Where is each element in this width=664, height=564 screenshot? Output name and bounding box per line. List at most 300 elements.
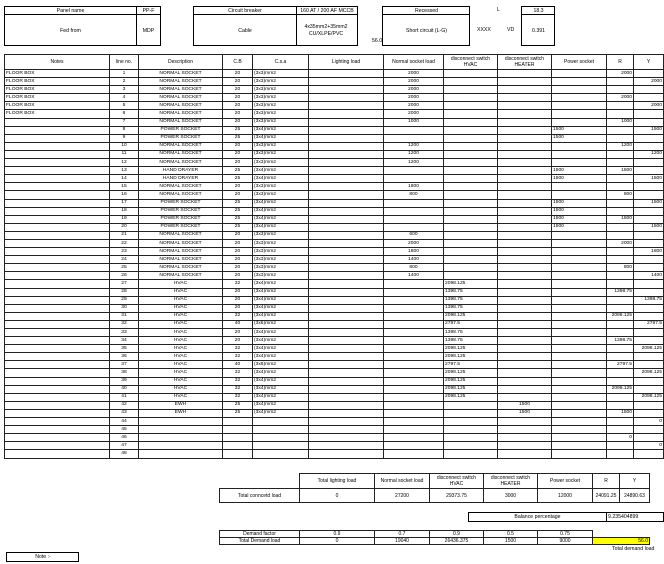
demand-total-value: 56.0 bbox=[593, 538, 650, 545]
table-cell bbox=[498, 118, 552, 126]
table-cell bbox=[634, 377, 664, 385]
table-cell: 20 bbox=[223, 102, 253, 110]
table-cell: 21 bbox=[110, 231, 139, 239]
table-cell bbox=[309, 94, 384, 102]
table-cell: FLOOR BOX bbox=[5, 86, 110, 94]
table-cell: 800 bbox=[384, 191, 444, 199]
table-cell: 25 bbox=[223, 167, 253, 175]
table-cell bbox=[498, 159, 552, 167]
table-cell bbox=[552, 353, 607, 361]
table-row bbox=[5, 280, 664, 288]
table-cell bbox=[498, 199, 552, 207]
table-cell bbox=[309, 377, 384, 385]
table-row bbox=[5, 70, 664, 78]
table-cell bbox=[309, 110, 384, 118]
table-cell bbox=[552, 450, 607, 458]
table-cell bbox=[5, 434, 110, 442]
table-cell bbox=[384, 434, 444, 442]
table-cell bbox=[607, 280, 634, 288]
table-cell: HVAC bbox=[139, 288, 223, 296]
table-cell: NORMAL SOCKET bbox=[139, 191, 223, 199]
table-cell bbox=[552, 361, 607, 369]
table-cell bbox=[384, 377, 444, 385]
table-cell: NORMAL SOCKET bbox=[139, 78, 223, 86]
table-cell bbox=[444, 126, 498, 134]
table-cell bbox=[498, 175, 552, 183]
l-value: 18.3 bbox=[533, 8, 544, 14]
balance-box bbox=[468, 512, 664, 522]
table-row bbox=[5, 223, 664, 231]
table-row bbox=[5, 450, 664, 458]
table-cell: 33 bbox=[110, 329, 139, 337]
table-cell bbox=[552, 426, 607, 434]
table-cell bbox=[444, 450, 498, 458]
table-cell bbox=[5, 175, 110, 183]
table-cell: 1200 bbox=[634, 150, 664, 158]
table-cell: 800 bbox=[384, 264, 444, 272]
table-cell bbox=[634, 231, 664, 239]
table-cell bbox=[253, 442, 309, 450]
table-cell: 1398.75 bbox=[444, 337, 498, 345]
table-cell bbox=[552, 337, 607, 345]
table-cell bbox=[384, 442, 444, 450]
table-cell: 20 bbox=[223, 110, 253, 118]
table-cell bbox=[552, 418, 607, 426]
table-cell: HVAC bbox=[139, 320, 223, 328]
table-cell bbox=[498, 393, 552, 401]
table-cell bbox=[552, 280, 607, 288]
table-cell: 25 bbox=[223, 223, 253, 231]
table-cell bbox=[607, 377, 634, 385]
note-label: Note :- bbox=[35, 554, 51, 560]
table-cell bbox=[444, 142, 498, 150]
table-cell bbox=[309, 393, 384, 401]
vd-label: VD bbox=[507, 27, 515, 33]
table-cell: 25 bbox=[223, 126, 253, 134]
table-cell bbox=[309, 385, 384, 393]
table-cell bbox=[309, 272, 384, 280]
table-cell: 27 bbox=[110, 280, 139, 288]
table-cell bbox=[444, 175, 498, 183]
table-cell: 36 bbox=[110, 353, 139, 361]
table-cell bbox=[607, 248, 634, 256]
table-cell bbox=[5, 215, 110, 223]
table-cell bbox=[5, 223, 110, 231]
table-cell bbox=[139, 426, 223, 434]
table-cell: 0 bbox=[634, 418, 664, 426]
cable-extra: 56.0 bbox=[372, 38, 383, 44]
table-cell bbox=[498, 345, 552, 353]
connected-value: 3000 bbox=[484, 489, 538, 503]
table-cell bbox=[552, 150, 607, 158]
table-cell bbox=[384, 134, 444, 142]
table-cell: 1398.75 bbox=[444, 304, 498, 312]
table-cell bbox=[5, 442, 110, 450]
table-cell bbox=[607, 418, 634, 426]
table-cell: 1500 bbox=[552, 215, 607, 223]
table-cell: (3x4)mm2 bbox=[253, 175, 309, 183]
table-cell bbox=[309, 134, 384, 142]
table-row bbox=[5, 361, 664, 369]
table-cell: HVAC bbox=[139, 280, 223, 288]
table-row bbox=[5, 442, 664, 450]
table-cell bbox=[634, 118, 664, 126]
table-cell bbox=[309, 126, 384, 134]
recessed-box bbox=[382, 6, 470, 46]
table-cell bbox=[634, 280, 664, 288]
table-cell: (3x3)mm2 bbox=[253, 70, 309, 78]
demand-load-value: 26436.375 bbox=[430, 538, 484, 545]
table-cell bbox=[634, 401, 664, 409]
table-cell bbox=[309, 223, 384, 231]
table-row bbox=[5, 239, 664, 247]
col-header: Description bbox=[139, 55, 223, 70]
table-cell bbox=[223, 450, 253, 458]
table-cell: 1200 bbox=[384, 142, 444, 150]
table-cell bbox=[634, 312, 664, 320]
demand-factor-value: 0.7 bbox=[375, 531, 430, 538]
table-cell bbox=[607, 426, 634, 434]
table-cell: 2098.125 bbox=[444, 385, 498, 393]
table-cell bbox=[309, 183, 384, 191]
table-cell: (3x3)mm2 bbox=[253, 256, 309, 264]
table-cell bbox=[552, 110, 607, 118]
table-cell: (3x3)mm2 bbox=[253, 118, 309, 126]
table-cell bbox=[384, 409, 444, 417]
table-cell: 32 bbox=[223, 345, 253, 353]
table-cell bbox=[139, 434, 223, 442]
table-cell: 2000 bbox=[384, 70, 444, 78]
table-cell bbox=[444, 191, 498, 199]
table-cell bbox=[634, 159, 664, 167]
table-cell bbox=[384, 288, 444, 296]
demand-load-value: 1500 bbox=[484, 538, 538, 545]
table-cell bbox=[139, 450, 223, 458]
table-cell bbox=[498, 361, 552, 369]
table-cell: 18 bbox=[110, 207, 139, 215]
table-cell bbox=[309, 369, 384, 377]
table-cell: HAND DRAYER bbox=[139, 167, 223, 175]
demand-factor-value: 0.9 bbox=[430, 531, 484, 538]
demand-total-label: Total demand load bbox=[612, 546, 655, 552]
table-cell: 2098.125 bbox=[444, 377, 498, 385]
table-cell bbox=[552, 288, 607, 296]
table-cell bbox=[5, 126, 110, 134]
table-cell bbox=[552, 256, 607, 264]
table-cell bbox=[444, 264, 498, 272]
circuit-breaker-box bbox=[193, 6, 358, 46]
table-cell bbox=[552, 409, 607, 417]
table-cell bbox=[444, 401, 498, 409]
table-cell bbox=[444, 102, 498, 110]
table-cell bbox=[309, 442, 384, 450]
table-cell: NORMAL SOCKET bbox=[139, 183, 223, 191]
table-cell: (3x4)mm2 bbox=[253, 353, 309, 361]
table-cell bbox=[498, 426, 552, 434]
table-cell: POWER SOCKET bbox=[139, 207, 223, 215]
table-cell bbox=[498, 142, 552, 150]
table-cell bbox=[607, 183, 634, 191]
table-row bbox=[5, 369, 664, 377]
table-cell: 35 bbox=[110, 345, 139, 353]
table-cell bbox=[309, 426, 384, 434]
table-cell: 20 bbox=[223, 337, 253, 345]
table-row bbox=[5, 215, 664, 223]
table-row bbox=[5, 183, 664, 191]
table-cell: 7 bbox=[110, 118, 139, 126]
table-cell: 1398.75 bbox=[634, 296, 664, 304]
table-cell: 1500 bbox=[552, 207, 607, 215]
table-cell bbox=[498, 320, 552, 328]
fed-from-value: MDP bbox=[142, 28, 155, 34]
sum-header: Power socket bbox=[538, 474, 593, 489]
table-cell bbox=[384, 167, 444, 175]
table-cell bbox=[309, 248, 384, 256]
table-cell bbox=[309, 312, 384, 320]
table-cell bbox=[498, 288, 552, 296]
table-cell bbox=[607, 353, 634, 361]
table-cell: 1398.75 bbox=[607, 337, 634, 345]
table-cell: (3x4)mm2 bbox=[253, 280, 309, 288]
col-header: C.B bbox=[223, 55, 253, 70]
table-cell: 20 bbox=[223, 142, 253, 150]
table-cell: 24 bbox=[110, 256, 139, 264]
table-cell bbox=[552, 272, 607, 280]
demand-load-label: Total Demand load bbox=[220, 538, 300, 545]
table-cell bbox=[634, 426, 664, 434]
table-cell: 1400 bbox=[384, 256, 444, 264]
table-cell bbox=[552, 142, 607, 150]
table-cell bbox=[309, 288, 384, 296]
table-cell: (3x3)mm2 bbox=[253, 272, 309, 280]
table-cell: FLOOR BOX bbox=[5, 78, 110, 86]
table-cell: 2 bbox=[110, 78, 139, 86]
col-header: Power socket bbox=[552, 55, 607, 70]
table-cell bbox=[634, 70, 664, 78]
table-cell bbox=[384, 280, 444, 288]
table-row bbox=[5, 264, 664, 272]
table-cell bbox=[309, 118, 384, 126]
table-cell: 34 bbox=[110, 337, 139, 345]
connected-load-table bbox=[219, 473, 650, 503]
table-cell: 1500 bbox=[634, 175, 664, 183]
table-cell bbox=[5, 353, 110, 361]
table-row bbox=[5, 110, 664, 118]
table-cell: (3x3)mm2 bbox=[253, 150, 309, 158]
table-cell bbox=[5, 142, 110, 150]
table-cell: 2797.5 bbox=[444, 361, 498, 369]
table-cell bbox=[309, 256, 384, 264]
table-cell: 20 bbox=[223, 78, 253, 86]
table-cell: POWER SOCKET bbox=[139, 134, 223, 142]
table-cell: NORMAL SOCKET bbox=[139, 256, 223, 264]
col-header: R bbox=[607, 55, 634, 70]
table-cell bbox=[309, 329, 384, 337]
table-cell: (3x3)mm2 bbox=[253, 86, 309, 94]
table-cell: 1400 bbox=[634, 272, 664, 280]
balance-label: Balance percentage bbox=[514, 514, 561, 520]
table-cell bbox=[5, 231, 110, 239]
table-cell bbox=[498, 248, 552, 256]
table-cell: 2000 bbox=[634, 78, 664, 86]
table-cell bbox=[444, 199, 498, 207]
table-cell: 40 bbox=[110, 385, 139, 393]
table-cell: 2000 bbox=[384, 102, 444, 110]
table-cell: NORMAL SOCKET bbox=[139, 231, 223, 239]
table-cell: 1398.75 bbox=[444, 296, 498, 304]
table-cell: (3x3)mm2 bbox=[253, 94, 309, 102]
table-cell bbox=[634, 239, 664, 247]
table-cell: (3x4)mm2 bbox=[253, 167, 309, 175]
table-cell bbox=[552, 385, 607, 393]
table-cell bbox=[634, 409, 664, 417]
table-cell: 1398.75 bbox=[607, 288, 634, 296]
table-cell: (3x4)mm2 bbox=[253, 337, 309, 345]
table-cell bbox=[498, 442, 552, 450]
table-cell: 20 bbox=[223, 86, 253, 94]
table-cell bbox=[5, 345, 110, 353]
table-cell bbox=[444, 150, 498, 158]
table-cell: (3x3)mm2 bbox=[253, 102, 309, 110]
table-cell: NORMAL SOCKET bbox=[139, 94, 223, 102]
table-row bbox=[5, 304, 664, 312]
table-cell bbox=[5, 369, 110, 377]
table-row bbox=[5, 134, 664, 142]
table-cell: 9 bbox=[110, 134, 139, 142]
demand-factor-value: 0.5 bbox=[484, 531, 538, 538]
table-cell: 2000 bbox=[607, 239, 634, 247]
table-cell bbox=[5, 409, 110, 417]
table-cell bbox=[634, 183, 664, 191]
table-cell: 1200 bbox=[607, 142, 634, 150]
table-cell bbox=[5, 337, 110, 345]
table-row bbox=[5, 78, 664, 86]
table-cell: 1500 bbox=[552, 199, 607, 207]
table-cell: (3x3)mm2 bbox=[253, 248, 309, 256]
table-cell bbox=[444, 86, 498, 94]
table-cell: (3x4)mm2 bbox=[253, 207, 309, 215]
table-cell bbox=[498, 256, 552, 264]
col-header: Normal socket load bbox=[384, 55, 444, 70]
recessed-label: Recessed bbox=[414, 8, 439, 14]
table-cell bbox=[498, 337, 552, 345]
table-cell bbox=[607, 199, 634, 207]
table-cell bbox=[498, 280, 552, 288]
table-cell bbox=[498, 369, 552, 377]
table-cell: POWER SOCKET bbox=[139, 126, 223, 134]
table-cell: (3x4)mm2 bbox=[253, 134, 309, 142]
table-cell bbox=[309, 159, 384, 167]
table-cell: 20 bbox=[110, 223, 139, 231]
table-cell: 2000 bbox=[634, 102, 664, 110]
sum-header: disconnect switch HEATER bbox=[484, 474, 538, 489]
panel-name-value: PP-F bbox=[142, 8, 155, 14]
table-cell bbox=[552, 86, 607, 94]
table-cell: EWH bbox=[139, 409, 223, 417]
table-cell: 40 bbox=[223, 320, 253, 328]
table-row bbox=[5, 167, 664, 175]
table-cell bbox=[384, 353, 444, 361]
table-cell bbox=[384, 418, 444, 426]
table-cell bbox=[223, 418, 253, 426]
table-cell bbox=[384, 312, 444, 320]
connected-value: 29373.75 bbox=[430, 489, 484, 503]
table-cell bbox=[607, 393, 634, 401]
table-cell bbox=[5, 304, 110, 312]
table-cell bbox=[384, 304, 444, 312]
table-cell: 1500 bbox=[607, 409, 634, 417]
table-cell bbox=[5, 280, 110, 288]
table-cell bbox=[498, 296, 552, 304]
table-cell bbox=[309, 175, 384, 183]
table-cell: 14 bbox=[110, 175, 139, 183]
table-cell bbox=[444, 272, 498, 280]
table-cell: 32 bbox=[223, 312, 253, 320]
table-cell: 30 bbox=[110, 304, 139, 312]
table-cell bbox=[384, 426, 444, 434]
short-circuit-value: XXXX bbox=[477, 27, 491, 33]
table-cell: 46 bbox=[110, 434, 139, 442]
table-cell: 20 bbox=[223, 248, 253, 256]
table-cell bbox=[607, 126, 634, 134]
table-cell bbox=[5, 450, 110, 458]
table-cell bbox=[309, 409, 384, 417]
table-cell bbox=[5, 134, 110, 142]
table-cell bbox=[309, 207, 384, 215]
table-cell: 20 bbox=[223, 288, 253, 296]
table-cell bbox=[552, 312, 607, 320]
table-cell bbox=[607, 159, 634, 167]
table-row bbox=[5, 296, 664, 304]
table-cell: 1 bbox=[110, 70, 139, 78]
cable-value: 4x35mm2+35mm2 CU/XLPE/PVC bbox=[304, 24, 348, 37]
table-cell bbox=[384, 450, 444, 458]
table-row bbox=[5, 142, 664, 150]
table-cell: (3x4)mm2 bbox=[253, 393, 309, 401]
table-cell: 1500 bbox=[607, 215, 634, 223]
table-cell bbox=[498, 86, 552, 94]
table-cell bbox=[309, 142, 384, 150]
table-cell bbox=[384, 393, 444, 401]
table-cell bbox=[309, 296, 384, 304]
table-row bbox=[5, 102, 664, 110]
table-cell: 25 bbox=[223, 215, 253, 223]
table-cell: 38 bbox=[110, 369, 139, 377]
table-cell bbox=[498, 110, 552, 118]
table-cell: 28 bbox=[110, 288, 139, 296]
table-cell: FLOOR BOX bbox=[5, 102, 110, 110]
table-cell bbox=[498, 191, 552, 199]
table-cell bbox=[444, 409, 498, 417]
table-row bbox=[5, 385, 664, 393]
table-cell: 12 bbox=[110, 159, 139, 167]
table-cell: 32 bbox=[223, 385, 253, 393]
table-cell bbox=[498, 167, 552, 175]
table-cell: 1500 bbox=[498, 409, 552, 417]
table-cell: 8 bbox=[110, 126, 139, 134]
table-cell: 11 bbox=[110, 150, 139, 158]
table-cell: 20 bbox=[223, 94, 253, 102]
table-cell: 1800 bbox=[384, 248, 444, 256]
table-cell bbox=[5, 264, 110, 272]
table-cell bbox=[253, 418, 309, 426]
table-cell: 41 bbox=[110, 393, 139, 401]
table-cell bbox=[498, 223, 552, 231]
table-row bbox=[5, 118, 664, 126]
table-cell bbox=[607, 272, 634, 280]
table-cell bbox=[607, 175, 634, 183]
table-cell bbox=[444, 159, 498, 167]
